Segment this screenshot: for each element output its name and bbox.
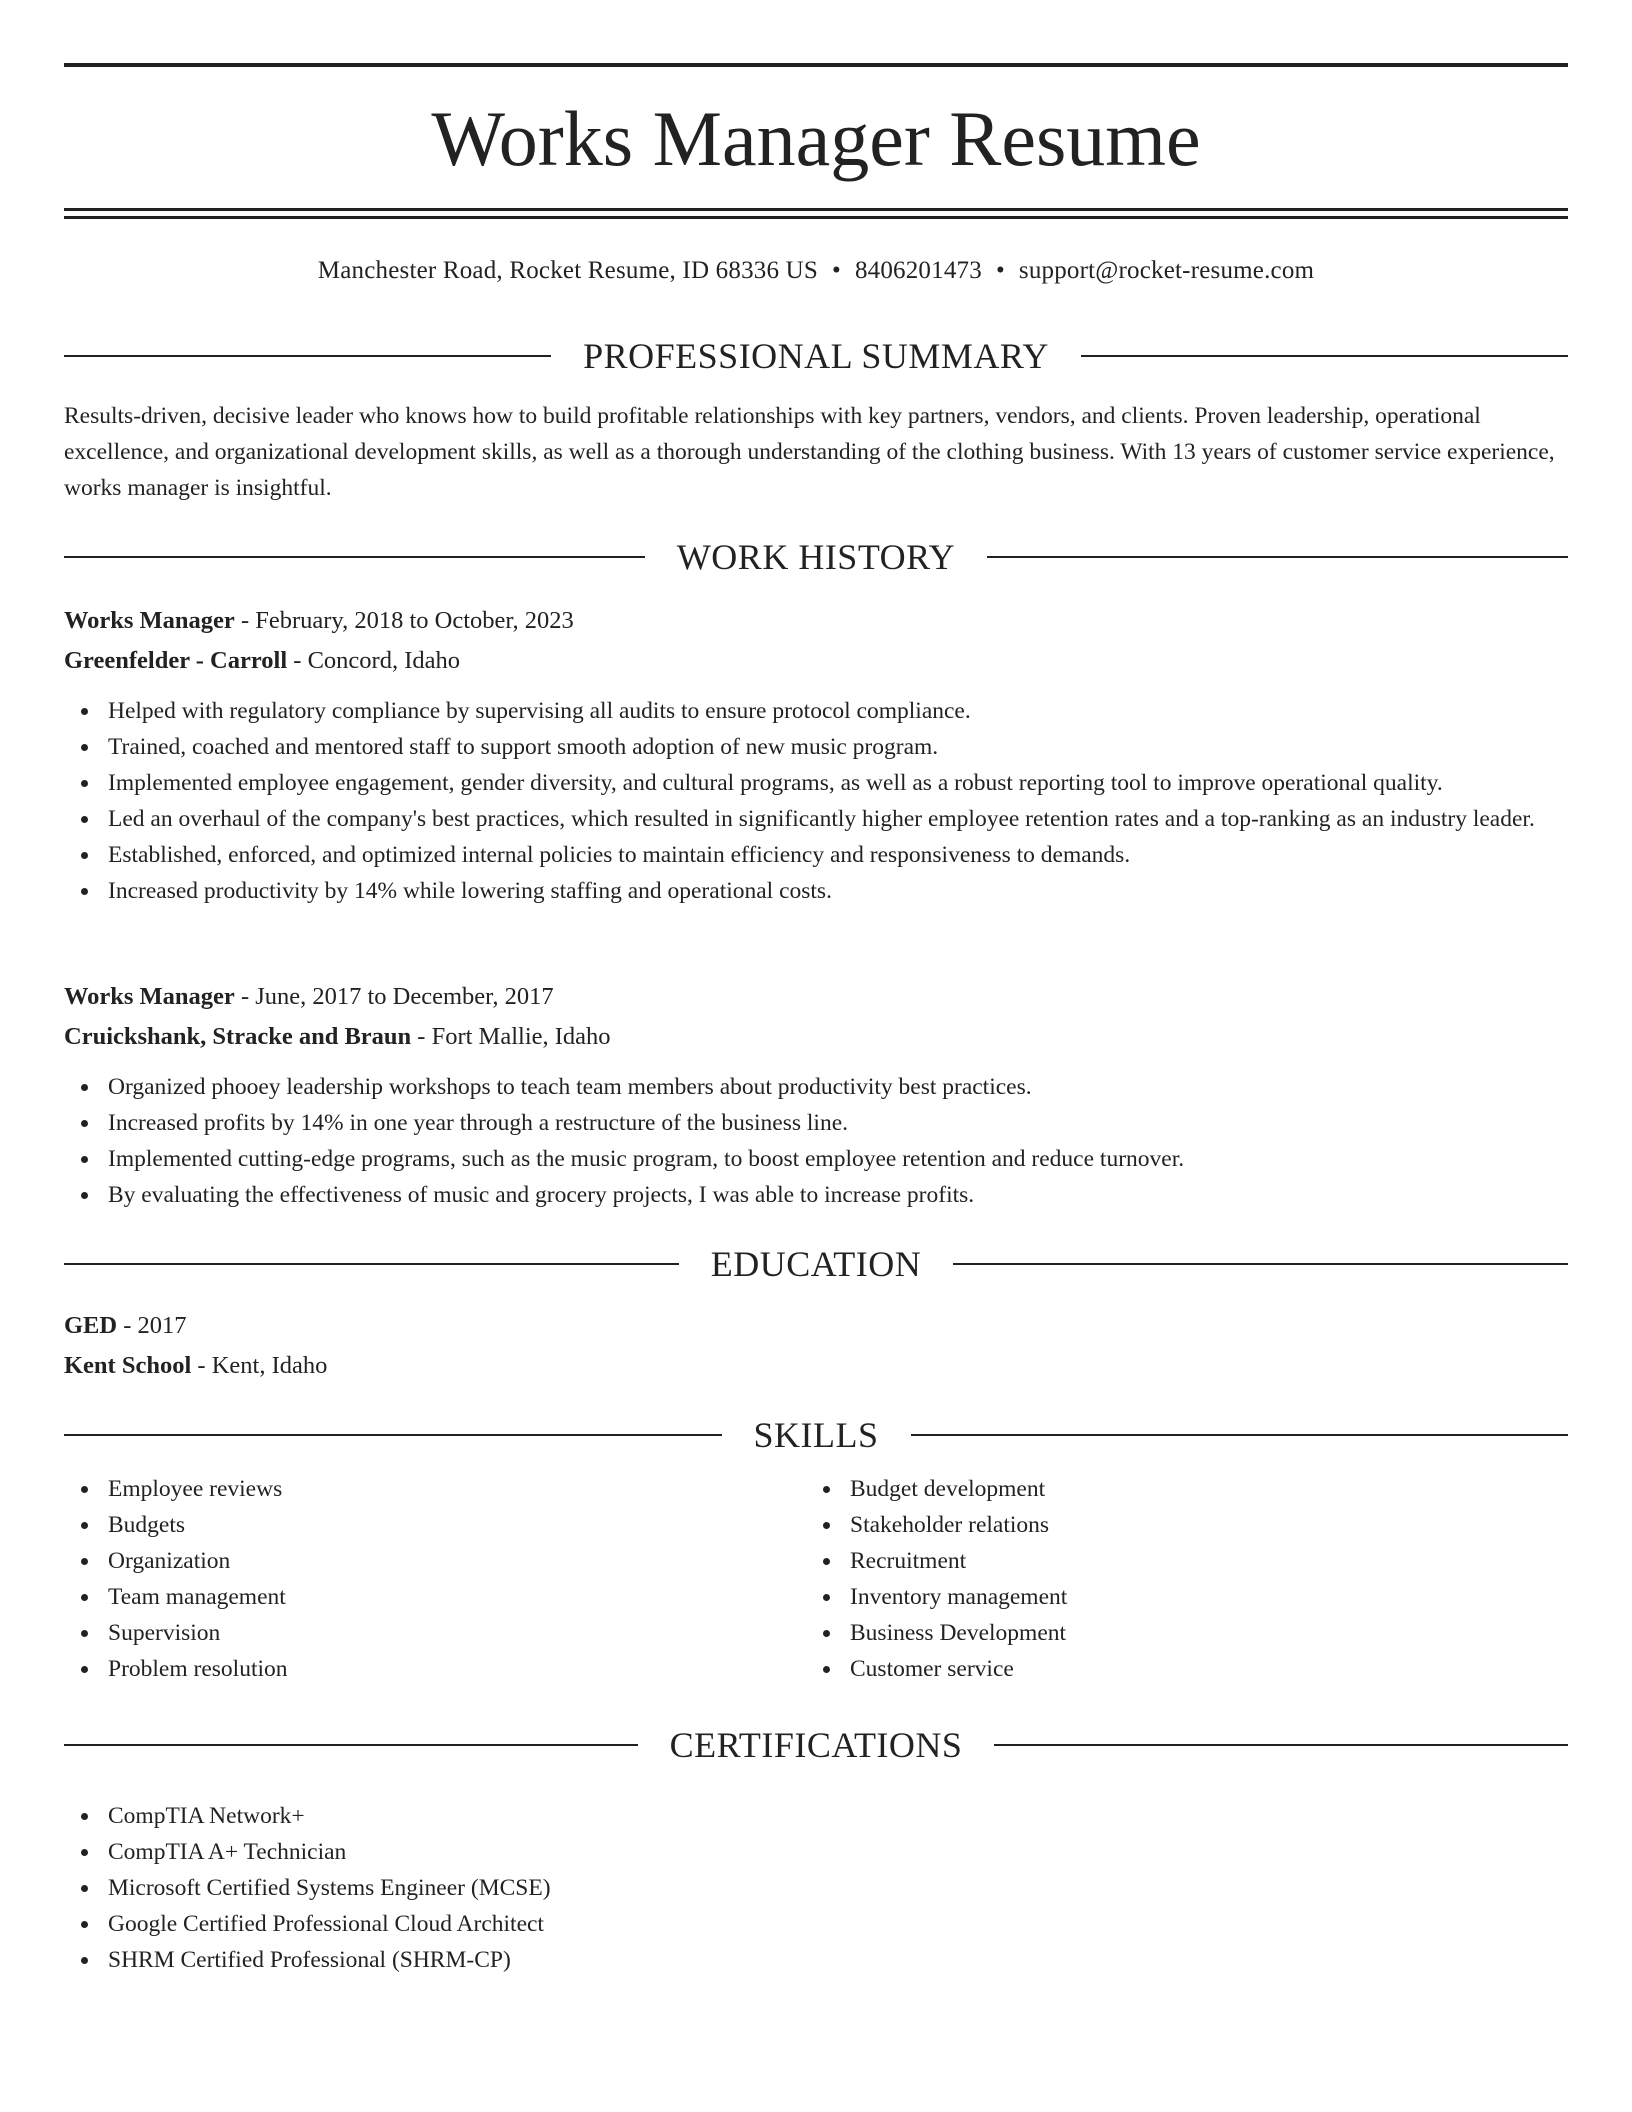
job-bullet-list (64, 1069, 1568, 1213)
section-title: EDUCATION (710, 1244, 922, 1284)
list-item: Established, enforced, and optimized internal policies to maintain efficiency and responsiveness to demands. (64, 837, 1568, 873)
job-location: - Fort Mallie, Idaho (411, 1023, 611, 1050)
contact-separator: • (831, 257, 841, 284)
list-item: Problem resolution (64, 1651, 806, 1687)
heading-rule (953, 1263, 1568, 1265)
list-item: By evaluating the effectiveness of music and grocery projects, I was able to increase profits. (64, 1177, 1568, 1213)
list-item: CompTIA A+ Technician (64, 1834, 1568, 1870)
heading-rule (64, 1263, 679, 1265)
section-title: CERTIFICATIONS (669, 1725, 963, 1765)
heading-rule (64, 1434, 722, 1436)
job-title-line (64, 601, 1568, 641)
list-item: Organized phooey leadership workshops to teach team members about productivity best practices. (64, 1069, 1568, 1105)
list-item: Stakeholder relations (806, 1507, 1548, 1543)
education-year: - 2017 (117, 1312, 187, 1339)
list-item: Implemented cutting-edge programs, such as the music program, to boost employee retention and reduce turnover. (64, 1141, 1568, 1177)
list-item: Implemented employee engagement, gender diversity, and cultural programs, as well as a robust reporting tool to improve operational quality. (64, 765, 1568, 801)
education-school: Kent School (64, 1352, 192, 1379)
job-title: Works Manager (64, 983, 235, 1010)
list-item: Budgets (64, 1507, 806, 1543)
job-entry (64, 977, 1568, 1213)
section-title: SKILLS (753, 1415, 879, 1455)
title-rule-upper (64, 208, 1568, 211)
heading-rule (987, 556, 1568, 558)
list-item: Team management (64, 1579, 806, 1615)
list-item: Microsoft Certified Systems Engineer (MCSE) (64, 1870, 1568, 1906)
certifications-entry (64, 1798, 1568, 1978)
list-item: Increased productivity by 14% while lowering staffing and operational costs. (64, 873, 1568, 909)
job-dates: - June, 2017 to December, 2017 (234, 983, 554, 1010)
heading-rule (64, 355, 551, 357)
list-item: Recruitment (806, 1543, 1548, 1579)
contact-address: Manchester Road, Rocket Resume, ID 68336 US (317, 257, 818, 284)
job-company-line (64, 1017, 1568, 1057)
job-bullet-list (64, 693, 1568, 909)
skills-column-left (64, 1471, 806, 1687)
education-degree-line (64, 1306, 1568, 1346)
list-item: CompTIA Network+ (64, 1798, 1568, 1834)
heading-rule (994, 1744, 1568, 1746)
list-item: Trained, coached and mentored staff to support smooth adoption of new music program. (64, 729, 1568, 765)
list-item: Helped with regulatory compliance by supervising all audits to ensure protocol compliance. (64, 693, 1568, 729)
job-title-line (64, 977, 1568, 1017)
education-location: - Kent, Idaho (191, 1352, 328, 1379)
list-item: Supervision (64, 1615, 806, 1651)
section-heading-certifications (64, 1723, 1568, 1767)
resume-title: Works Manager Resume (431, 95, 1201, 182)
job-location: - Concord, Idaho (287, 647, 460, 674)
education-school-line (64, 1346, 1568, 1386)
heading-rule (1081, 355, 1568, 357)
job-company-line (64, 641, 1568, 681)
list-item: Employee reviews (64, 1471, 806, 1507)
list-item: SHRM Certified Professional (SHRM-CP) (64, 1942, 1568, 1978)
title-rule-lower (64, 216, 1568, 219)
job-title: Works Manager (64, 607, 235, 634)
list-item: Customer service (806, 1651, 1548, 1687)
contact-separator: • (995, 257, 1005, 284)
list-item: Business Development (806, 1615, 1548, 1651)
section-heading-summary (64, 334, 1568, 378)
education-degree: GED (64, 1312, 118, 1339)
skills-column-right (806, 1471, 1548, 1687)
list-item: Inventory management (806, 1579, 1548, 1615)
heading-rule (911, 1434, 1569, 1436)
list-item: Increased profits by 14% in one year through a restructure of the business line. (64, 1105, 1568, 1141)
certifications-list (64, 1798, 1568, 1978)
summary-paragraph: Results-driven, decisive leader who knows how to build profitable relationships with key partners, vendors, and clients. Proven leadership, operational excellence, and organizational development skills, as well as a thorough understanding of the clothing business. With 13 years of customer service experience, works manager is insightful. (64, 403, 1555, 501)
contact-line (64, 254, 1568, 288)
job-company: Greenfelder - Carroll (64, 647, 288, 674)
list-item: Organization (64, 1543, 806, 1579)
section-heading-education (64, 1242, 1568, 1286)
section-title: WORK HISTORY (676, 537, 956, 577)
skills-grid (64, 1471, 1568, 1687)
section-title: PROFESSIONAL SUMMARY (583, 336, 1049, 376)
list-item: Budget development (806, 1471, 1548, 1507)
list-item: Google Certified Professional Cloud Architect (64, 1906, 1568, 1942)
job-entry (64, 601, 1568, 909)
heading-rule (64, 1744, 638, 1746)
heading-rule (64, 556, 645, 558)
job-company: Cruickshank, Stracke and Braun (64, 1023, 412, 1050)
top-rule (64, 63, 1568, 67)
section-heading-skills (64, 1413, 1568, 1457)
list-item: Led an overhaul of the company's best practices, which resulted in significantly higher employee retention rates and a top-ranking as an industry leader. (64, 801, 1568, 837)
contact-phone: 8406201473 (854, 257, 982, 284)
education-entry (64, 1306, 1568, 1386)
job-dates: - February, 2018 to October, 2023 (234, 607, 574, 634)
contact-email: support@rocket-resume.com (1018, 257, 1315, 284)
section-heading-work-history (64, 535, 1568, 579)
